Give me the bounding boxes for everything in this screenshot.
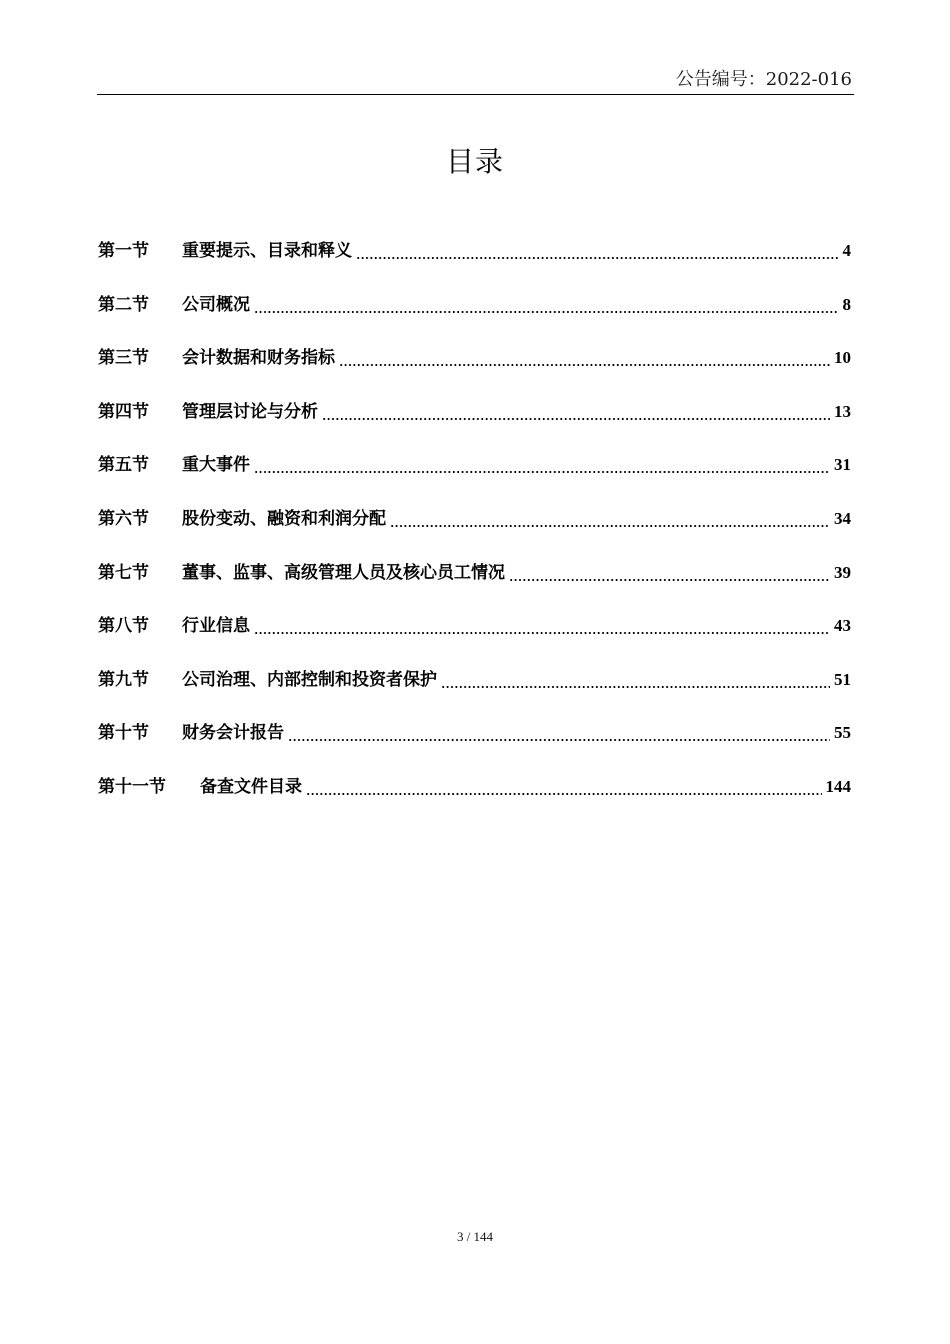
- toc-heading: 公司治理、内部控制和投资者保护: [182, 669, 437, 690]
- dot-leader: [288, 739, 830, 741]
- dot-leader: [390, 525, 830, 527]
- toc-page-number: 4: [842, 241, 851, 260]
- toc-section-number: 第四节: [98, 401, 149, 422]
- toc-entry-9[interactable]: [98, 665, 851, 719]
- toc-heading: 重大事件: [182, 455, 250, 476]
- toc-entry-3[interactable]: [98, 343, 851, 397]
- dot-leader: [339, 364, 830, 366]
- toc-entry-7[interactable]: [98, 558, 851, 612]
- toc-section-number: 第三节: [98, 348, 149, 369]
- toc-page-number: 144: [825, 776, 851, 796]
- toc-heading: 重要提示、目录和释义: [182, 241, 352, 261]
- toc-section-number: 第十一节: [98, 776, 166, 797]
- toc-section-number: 第九节: [98, 669, 149, 690]
- toc-page-number: 39: [834, 562, 851, 582]
- announcement-number: 公告编号：2022-016: [675, 69, 852, 90]
- dot-leader: [509, 579, 830, 581]
- toc-page-number: 34: [834, 508, 851, 528]
- toc-entry-1[interactable]: [98, 236, 851, 290]
- toc-heading: 财务会计报告: [182, 723, 284, 744]
- toc-entry-8[interactable]: [98, 611, 851, 665]
- toc-page-number: 8: [842, 294, 851, 314]
- toc-section-number: 第七节: [98, 562, 149, 583]
- toc-entry-5[interactable]: [98, 450, 851, 504]
- toc-section-number: 第二节: [98, 294, 149, 315]
- toc-section-number: 第一节: [98, 241, 149, 261]
- toc-entry-6[interactable]: [98, 504, 851, 558]
- toc-heading: 行业信息: [182, 616, 250, 637]
- toc-page-number: 55: [834, 723, 851, 743]
- dot-leader: [441, 686, 830, 688]
- toc-entry-10[interactable]: [98, 718, 851, 772]
- toc-section-number: 第八节: [98, 616, 149, 637]
- toc-section-number: 第五节: [98, 455, 149, 476]
- toc-page-number: 31: [834, 455, 851, 475]
- dot-leader: [322, 418, 830, 420]
- dot-leader: [254, 311, 839, 313]
- toc-page-number: 10: [834, 348, 851, 368]
- toc-section-number: 第六节: [98, 508, 149, 529]
- toc-heading: 董事、监事、高级管理人员及核心员工情况: [182, 562, 505, 583]
- toc-page-number: 13: [834, 401, 851, 421]
- page-header: [97, 66, 854, 95]
- page-indicator: 3 / 144: [456, 1229, 494, 1244]
- toc-entry-11[interactable]: [98, 772, 851, 826]
- toc-title: 目录: [445, 145, 504, 178]
- toc-heading: 管理层讨论与分析: [182, 401, 318, 422]
- toc-heading: 备查文件目录: [200, 776, 302, 797]
- toc-entry-2[interactable]: [98, 290, 851, 344]
- toc-page-number: 43: [834, 616, 851, 636]
- dot-leader: [254, 632, 830, 634]
- dot-leader: [306, 793, 822, 795]
- page-footer: [0, 1228, 950, 1246]
- dot-leader: [356, 257, 839, 259]
- toc-section-number: 第十节: [98, 723, 149, 744]
- toc-page-number: 51: [834, 669, 851, 689]
- toc-heading: 股份变动、融资和利润分配: [182, 508, 386, 529]
- dot-leader: [254, 471, 830, 473]
- table-of-contents: [98, 236, 851, 826]
- toc-heading: 公司概况: [182, 294, 250, 315]
- toc-heading: 会计数据和财务指标: [182, 348, 335, 369]
- toc-entry-4[interactable]: [98, 397, 851, 451]
